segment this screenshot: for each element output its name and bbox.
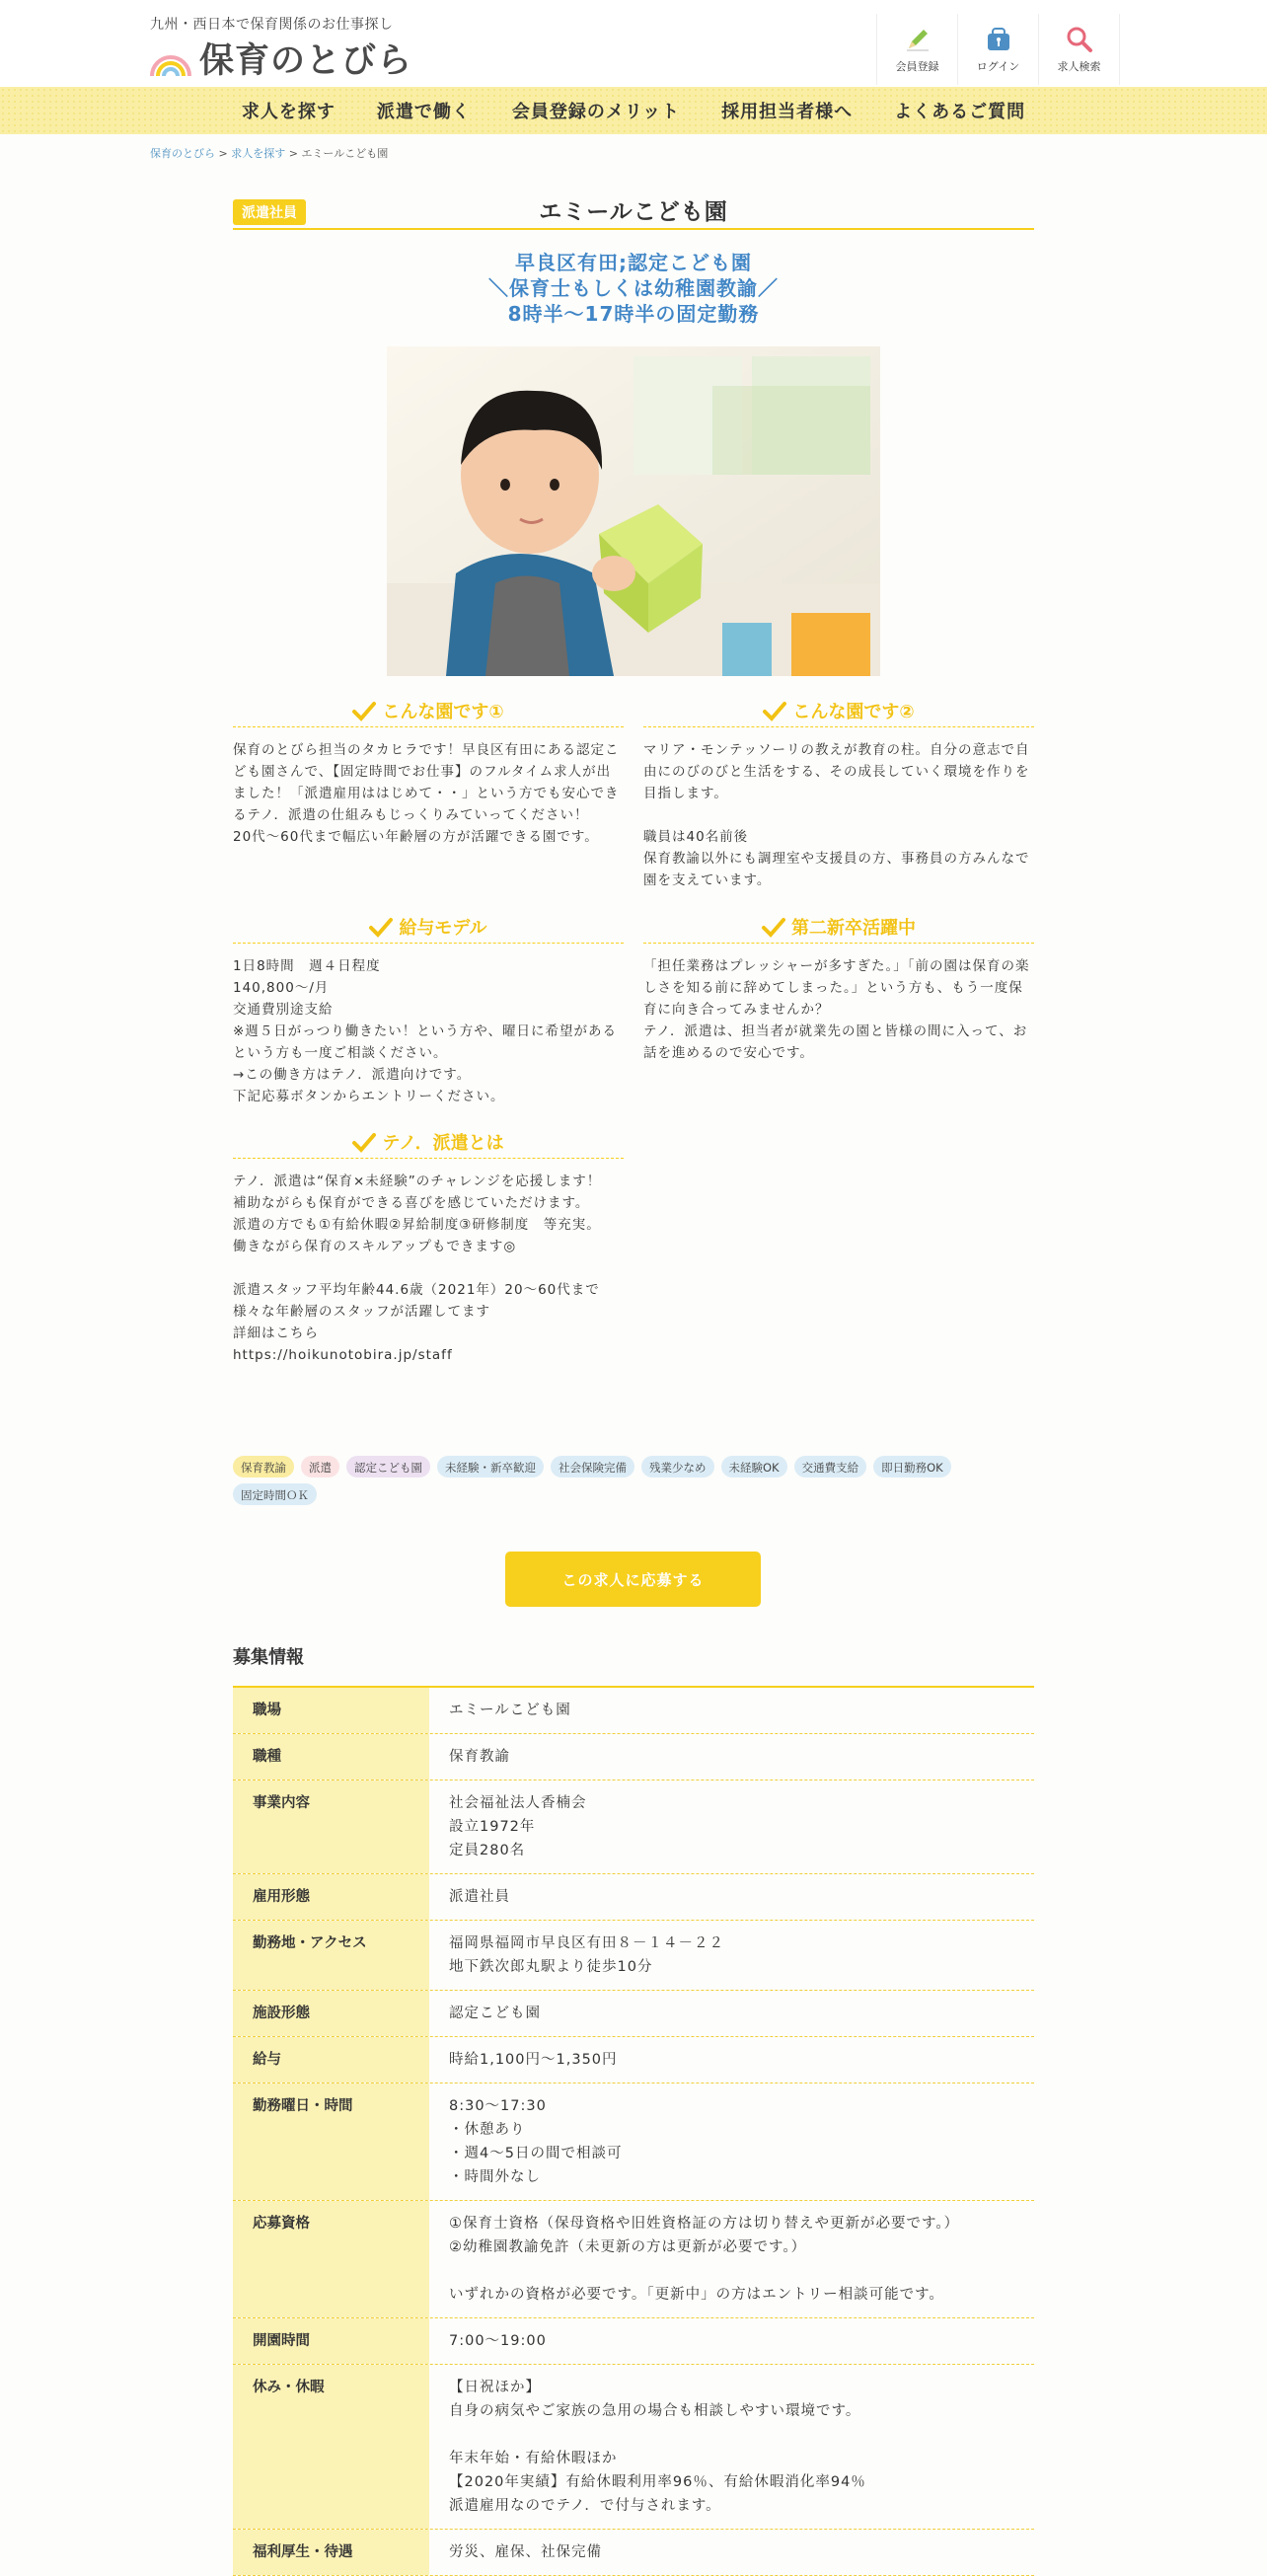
check-icon xyxy=(352,1132,376,1152)
table-row xyxy=(233,2037,1034,2084)
table-row xyxy=(233,2530,1034,2576)
nav-faq[interactable]: よくあるご質問 xyxy=(894,102,1026,122)
section-title: 給与モデル xyxy=(399,917,487,939)
tag[interactable]: 残業少なめ xyxy=(641,1456,714,1477)
nav-dispatch[interactable]: 派遣で働く xyxy=(376,102,471,122)
table-row xyxy=(233,1991,1034,2037)
row-label: 雇用形態 xyxy=(233,1874,429,1920)
row-label: 施設形態 xyxy=(233,1991,429,2036)
nav-find-jobs[interactable]: 求人を探す xyxy=(241,102,335,122)
section-body: 「担任業務はプレッシャーが多すぎた。」「前の園は保育の楽しさを知る前に辞めてしまった。」という方も、もう一度保育に向き合ってみませんか？ テノ．派遣は、担当者が就業先の園と皆様の間に入って、お話を進めるので安心です。 xyxy=(643,958,1030,1061)
tag[interactable]: 即日勤務OK xyxy=(873,1456,951,1477)
tag[interactable]: 未経験OK xyxy=(721,1456,787,1477)
header-icon-menu xyxy=(876,14,1120,85)
section-title: 第二新卒活躍中 xyxy=(791,917,916,939)
table-row xyxy=(233,1874,1034,1921)
row-value: ①保育士資格（保母資格や旧姓資格証の方は切り替えや更新が必要です。） ②幼稚園教諭免許（未更新の方は更新が必要です。） いずれかの資格が必要です。「更新中」の方はエントリー相談可能です。 xyxy=(449,2216,960,2303)
title-divider xyxy=(233,228,1034,230)
check-icon xyxy=(369,917,393,937)
recruit-info-table xyxy=(233,1686,1034,2576)
tag[interactable]: 派遣 xyxy=(301,1456,339,1477)
row-label: 休み・休暇 xyxy=(233,2365,429,2529)
table-row xyxy=(233,1921,1034,1991)
main-nav xyxy=(0,87,1267,134)
breadcrumb-search[interactable]: 求人を探す xyxy=(231,147,286,160)
row-value: 7:00～19:00 xyxy=(449,2333,547,2349)
row-label: 福利厚生・待遇 xyxy=(233,2530,429,2575)
catch-line: 8時半～17時半の固定勤務 xyxy=(507,302,760,326)
row-value: 社会福祉法人香楠会 設立1972年 定員280名 xyxy=(449,1795,587,1858)
row-label: 職場 xyxy=(233,1688,429,1733)
tag[interactable]: 認定こども園 xyxy=(346,1456,430,1477)
table-row xyxy=(233,2201,1034,2318)
row-label: 勤務地・アクセス xyxy=(233,1921,429,1990)
apply-button[interactable]: この求人に応募する xyxy=(505,1552,761,1607)
breadcrumb-separator: > xyxy=(288,147,298,160)
table-row xyxy=(233,2318,1034,2365)
section-heading xyxy=(233,694,624,727)
login-label: ログイン xyxy=(976,60,1020,73)
row-label: 応募資格 xyxy=(233,2201,429,2317)
page-title: エミールこども園 xyxy=(539,199,728,225)
section-heading xyxy=(643,694,1034,727)
row-value: 時給1,100円～1,350円 xyxy=(449,2052,618,2068)
breadcrumb-home[interactable]: 保育のとびら xyxy=(150,147,215,160)
register-label: 会員登録 xyxy=(895,60,939,73)
rainbow-logo-icon xyxy=(148,38,193,78)
row-value: 保育教諭 xyxy=(449,1749,510,1765)
tag[interactable]: 交通費支給 xyxy=(794,1456,867,1477)
row-value: 労災、雇保、社保完備 xyxy=(449,2544,602,2560)
tag[interactable]: 社会保険完備 xyxy=(551,1456,634,1477)
site-header xyxy=(0,0,1267,87)
row-value: 【日祝ほか】 自身の病気やご家族の急用の場合も相談しやすい環境です。 年末年始・有給休暇ほか 【2020年実績】有給休暇利用率96％、有給休暇消化率94％ 派遣雇用なのでテノ．で付与されます。 xyxy=(449,2380,866,2514)
section-title: こんな園です① xyxy=(382,701,504,722)
register-button[interactable] xyxy=(877,14,958,85)
section-teno-dispatch xyxy=(233,1125,624,1366)
check-icon xyxy=(352,701,376,720)
section-about-1 xyxy=(233,694,624,848)
breadcrumb xyxy=(150,145,388,161)
job-search-button[interactable] xyxy=(1039,14,1120,85)
nav-employers[interactable]: 採用担当者様へ xyxy=(721,102,854,122)
site-logo[interactable] xyxy=(148,38,412,79)
login-button[interactable] xyxy=(958,14,1039,85)
row-label: 勤務曜日・時間 xyxy=(233,2084,429,2200)
section-body: 1日8時間 週４日程度 140,800～/月 交通費別途支給 ※週５日がっつり働きたい！という方や、曜日に希望があるという方も一度ご相談ください。 →この働き方はテノ．派遣向けです。 下記応募ボタンからエントリーください。 xyxy=(233,958,618,1104)
tag[interactable]: 保育教諭 xyxy=(233,1456,294,1477)
job-tags xyxy=(233,1456,1034,1505)
section-second-graduates xyxy=(643,910,1034,1064)
job-catchphrase xyxy=(233,250,1034,327)
section-about-2 xyxy=(643,694,1034,891)
breadcrumb-separator: > xyxy=(218,147,228,160)
row-value: エミールこども園 xyxy=(449,1703,571,1718)
row-label: 開園時間 xyxy=(233,2318,429,2364)
section-title: テノ．派遣とは xyxy=(382,1132,504,1154)
section-body: テノ．派遣は“保育×未経験”のチャレンジを応援します！ 補助ながらも保育ができる喜びを感じていただけます。 派遣の方でも①有給休暇②昇給制度③研修制度 等充実。 働きながら保育のスキルアップもできます◎ 派遣スタッフ平均年齢44.6歳（2021年）20～60代まで様々な年齢層のスタッフが活躍してます 詳細はこちら https://hoikunotobira.jp/staff xyxy=(233,1174,602,1363)
employment-type-badge: 派遣社員 xyxy=(233,199,306,225)
row-label: 事業内容 xyxy=(233,1780,429,1873)
check-icon xyxy=(763,701,786,720)
search-icon xyxy=(1065,25,1094,54)
breadcrumb-current: エミールこども園 xyxy=(301,147,389,160)
check-icon xyxy=(762,917,785,937)
table-row xyxy=(233,1734,1034,1780)
login-icon xyxy=(984,25,1013,54)
section-body: マリア・モンテッソーリの教えが教育の柱。自分の意志で自由にのびのびと生活をする、その成長していく環境を作りを目指します。 職員は40名前後 保育教諭以外にも調理室や支援員の方、事務員の方みんなで園を支えています。 xyxy=(643,742,1030,888)
recruit-info-heading: 募集情報 xyxy=(233,1647,304,1668)
tag[interactable]: 固定時間ＯＫ xyxy=(233,1483,317,1505)
section-title: こんな園です② xyxy=(792,701,915,722)
row-value: 認定こども園 xyxy=(449,2006,541,2021)
table-row xyxy=(233,1780,1034,1874)
job-photo xyxy=(387,346,880,676)
nav-member-merits[interactable]: 会員登録のメリット xyxy=(511,102,681,122)
row-label: 給与 xyxy=(233,2037,429,2083)
row-label: 職種 xyxy=(233,1734,429,1780)
row-value: 派遣社員 xyxy=(449,1889,510,1905)
child-playing-illustration xyxy=(387,346,880,676)
section-body: 保育のとびら担当のタカヒラです！早良区有田にある認定こども園さんで、【固定時間でお仕事】のフルタイム求人が出ました！「派遣雇用ははじめて・・」という方でも安心できるテノ．派遣の仕組みもじっくりみていってください！ 20代～60代まで幅広い年齢層の方が活躍できる園です。 xyxy=(233,742,620,845)
site-tagline: 九州・西日本で保育関係のお仕事探し xyxy=(150,17,394,33)
section-heading xyxy=(233,1125,624,1159)
table-row xyxy=(233,2084,1034,2201)
row-value: 福岡県福岡市早良区有田８－１４－２２ 地下鉄次郎丸駅より徒歩10分 xyxy=(449,1935,724,1975)
logo-text: 保育のとびら xyxy=(199,41,413,81)
catch-line: 早良区有田;認定こども園 xyxy=(515,251,752,274)
section-salary-model xyxy=(233,910,624,1107)
job-search-label: 求人検索 xyxy=(1057,60,1101,73)
pencil-icon xyxy=(903,25,932,54)
section-heading xyxy=(643,910,1034,944)
section-heading xyxy=(233,910,624,944)
catch-line: ＼保育士もしくは幼稚園教諭／ xyxy=(488,276,779,300)
table-row xyxy=(233,1688,1034,1734)
row-value: 8:30～17:30 ・休憩あり ・週4～5日の間で相談可 ・時間外なし xyxy=(449,2098,623,2185)
table-row xyxy=(233,2365,1034,2530)
tag[interactable]: 未経験・新卒歓迎 xyxy=(437,1456,544,1477)
